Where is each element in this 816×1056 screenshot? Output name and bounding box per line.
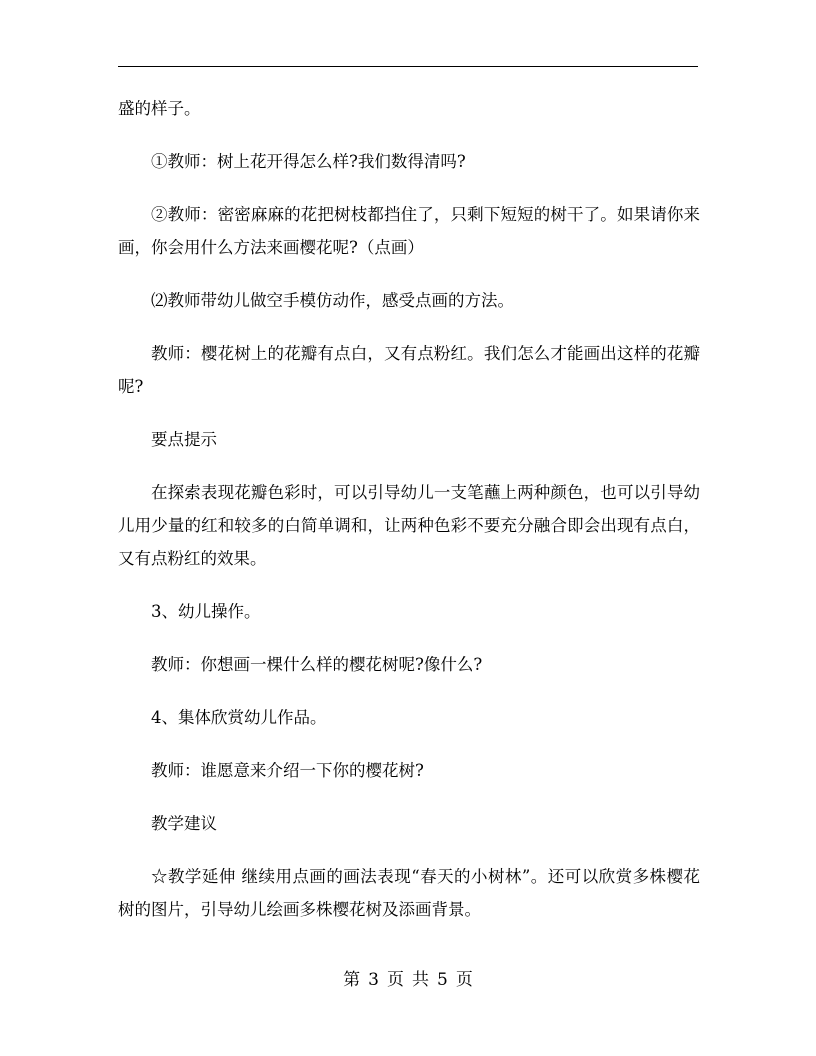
document-body (118, 92, 700, 946)
paragraph: ☆教学延伸 继续用点画的画法表现“春天的小树林”。还可以欣赏多株樱花树的图片，引导幼儿绘画多株樱花树及添画背景。 (118, 867, 700, 919)
paragraph: 3、幼儿操作。 (151, 602, 261, 621)
footer-current-page: 3 (368, 970, 379, 990)
paragraph: 教师：谁愿意来介绍一下你的樱花树? (151, 761, 424, 780)
section-heading: 教学建议 (151, 814, 217, 833)
footer-total-pages: 5 (437, 970, 448, 990)
footer-page-unit: 页 (387, 970, 404, 990)
paragraph: 盛的样子。 (118, 99, 201, 118)
paragraph: 在探索表现花瓣色彩时，可以引导幼儿一支笔蘸上两种颜色，也可以引导幼儿用少量的红和较多的白简单调和，让两种色彩不要充分融合即会出现有点白，又有点粉红的效果。 (118, 483, 700, 568)
paragraph: ②教师：密密麻麻的花把树枝都挡住了，只剩下短短的树干了。如果请你来画，你会用什么方法来画樱花呢?（点画） (118, 205, 700, 257)
footer-total-label: 共 (412, 970, 429, 990)
header-rule (118, 66, 698, 67)
paragraph: ⑵教师带幼儿做空手模仿动作，感受点画的方法。 (151, 291, 514, 310)
paragraph: ①教师：树上花开得怎么样?我们数得清吗? (151, 152, 466, 171)
footer-page-label: 第 (343, 970, 361, 990)
footer-total-unit: 页 (455, 970, 473, 990)
paragraph: 4、集体欣赏幼儿作品。 (151, 708, 327, 727)
section-heading: 要点提示 (151, 430, 217, 449)
paragraph: 教师：樱花树上的花瓣有点白，又有点粉红。我们怎么才能画出这样的花瓣呢? (118, 344, 700, 396)
paragraph: 教师：你想画一棵什么样的樱花树呢?像什么? (151, 655, 483, 674)
page-footer (0, 966, 816, 994)
